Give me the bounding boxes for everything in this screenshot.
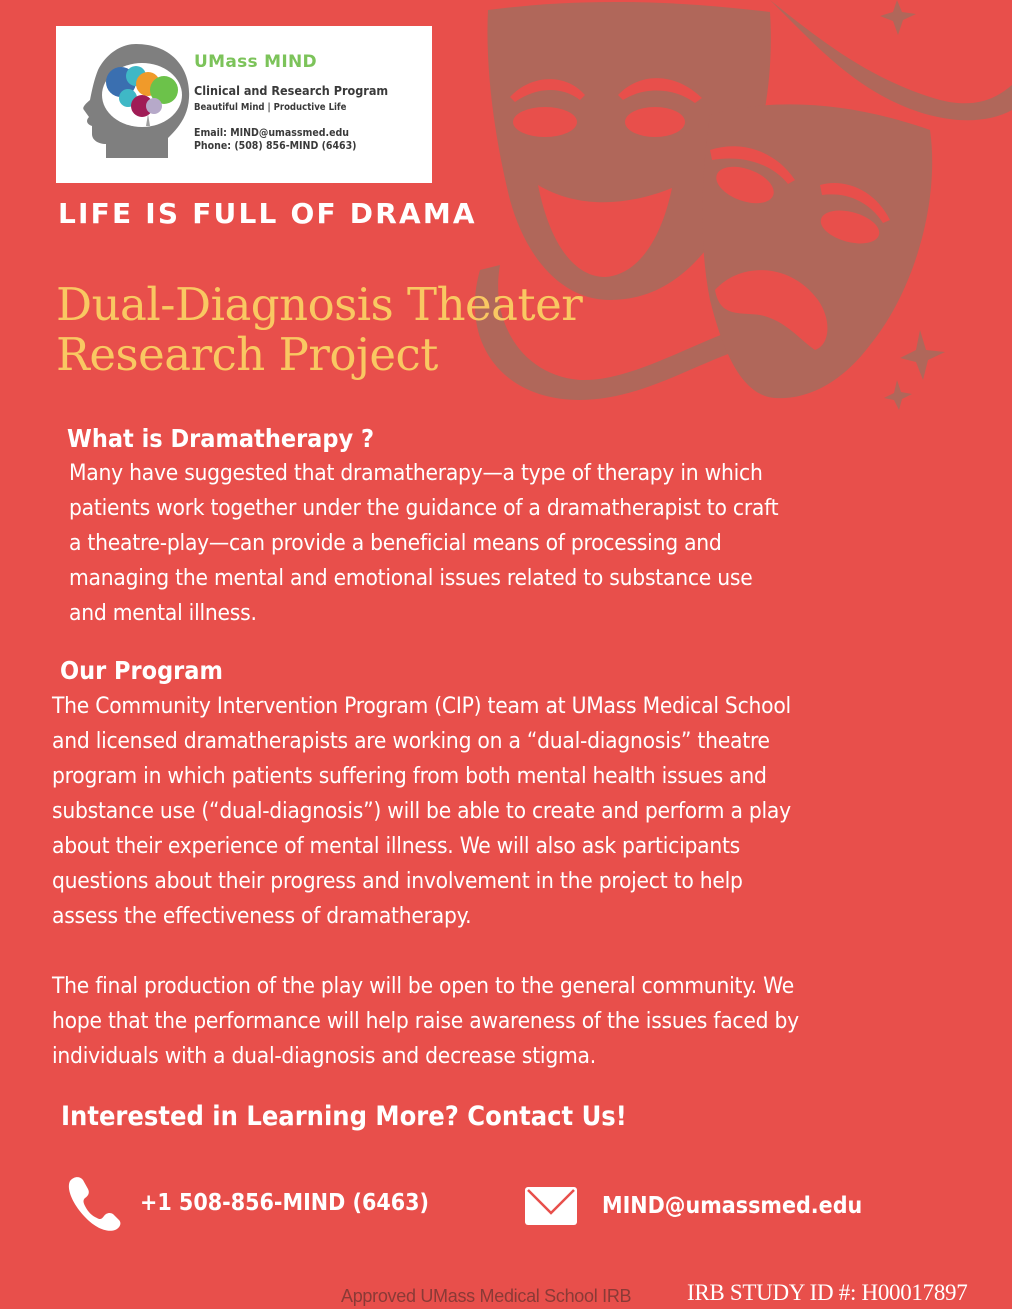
envelope-icon <box>525 1187 577 1225</box>
section-heading-our-program: Our Program <box>60 656 223 685</box>
section-body-final-production <box>52 969 799 1074</box>
body-line: The final production of the play will be open to the general community. We <box>52 973 794 999</box>
body-line: and mental illness. <box>69 600 257 626</box>
title-line-2: Research Project <box>56 328 438 381</box>
contact-phone[interactable] <box>64 1175 429 1231</box>
body-line: patients work together under the guidance of a dramatherapist to craft <box>69 495 779 521</box>
kicker-heading: LIFE IS FULL OF DRAMA <box>58 197 477 230</box>
body-line: a theatre-play—can provide a beneficial means of processing and <box>69 530 722 556</box>
body-line: questions about their progress and involvement in the project to help <box>52 868 743 894</box>
section-body-dramatherapy <box>69 456 778 631</box>
phone-icon <box>64 1175 122 1231</box>
body-line: The Community Intervention Program (CIP) team at UMass Medical School <box>52 693 791 719</box>
email-address[interactable]: MIND@umassmed.edu <box>602 1193 863 1219</box>
body-line: substance use (“dual-diagnosis”) will be able to create and perform a play <box>52 798 791 824</box>
contact-heading: Interested in Learning More? Contact Us! <box>61 1101 627 1132</box>
section-body-our-program <box>52 689 791 934</box>
body-line: assess the effectiveness of dramatherapy. <box>52 903 472 929</box>
irb-approval-note: Approved UMass Medical School IRB <box>341 1286 632 1306</box>
logo-tagline: Beautiful Mind | Productive Life <box>194 102 347 113</box>
body-line: program in which patients suffering from both mental health issues and <box>52 763 767 789</box>
section-heading-dramatherapy: What is Dramatherapy ? <box>67 424 374 453</box>
body-line: individuals with a dual-diagnosis and decrease stigma. <box>52 1043 596 1069</box>
body-line: about their experience of mental illness. We will also ask participants <box>52 833 741 859</box>
phone-number[interactable]: +1 508-856-MIND (6463) <box>140 1190 429 1216</box>
contact-email[interactable] <box>525 1187 862 1225</box>
head-brain-icon <box>76 40 196 158</box>
body-line: hope that the performance will help raise awareness of the issues faced by <box>52 1008 799 1034</box>
logo-title: UMass MIND <box>194 52 317 72</box>
irb-study-id: IRB STUDY ID #: H00017897 <box>687 1280 968 1305</box>
body-line: managing the mental and emotional issues related to substance use <box>69 565 753 591</box>
title-line-1: Dual-Diagnosis Theater <box>56 278 583 331</box>
page-title <box>56 280 582 380</box>
body-line: and licensed dramatherapists are working on a “dual-diagnosis” theatre <box>52 728 770 754</box>
logo-card <box>56 26 432 183</box>
logo-email: Email: MIND@umassmed.edu <box>194 127 350 139</box>
logo-phone: Phone: (508) 856-MIND (6463) <box>194 140 357 152</box>
logo-subtitle: Clinical and Research Program <box>194 83 389 98</box>
body-line: Many have suggested that dramatherapy—a type of therapy in which <box>69 460 763 486</box>
